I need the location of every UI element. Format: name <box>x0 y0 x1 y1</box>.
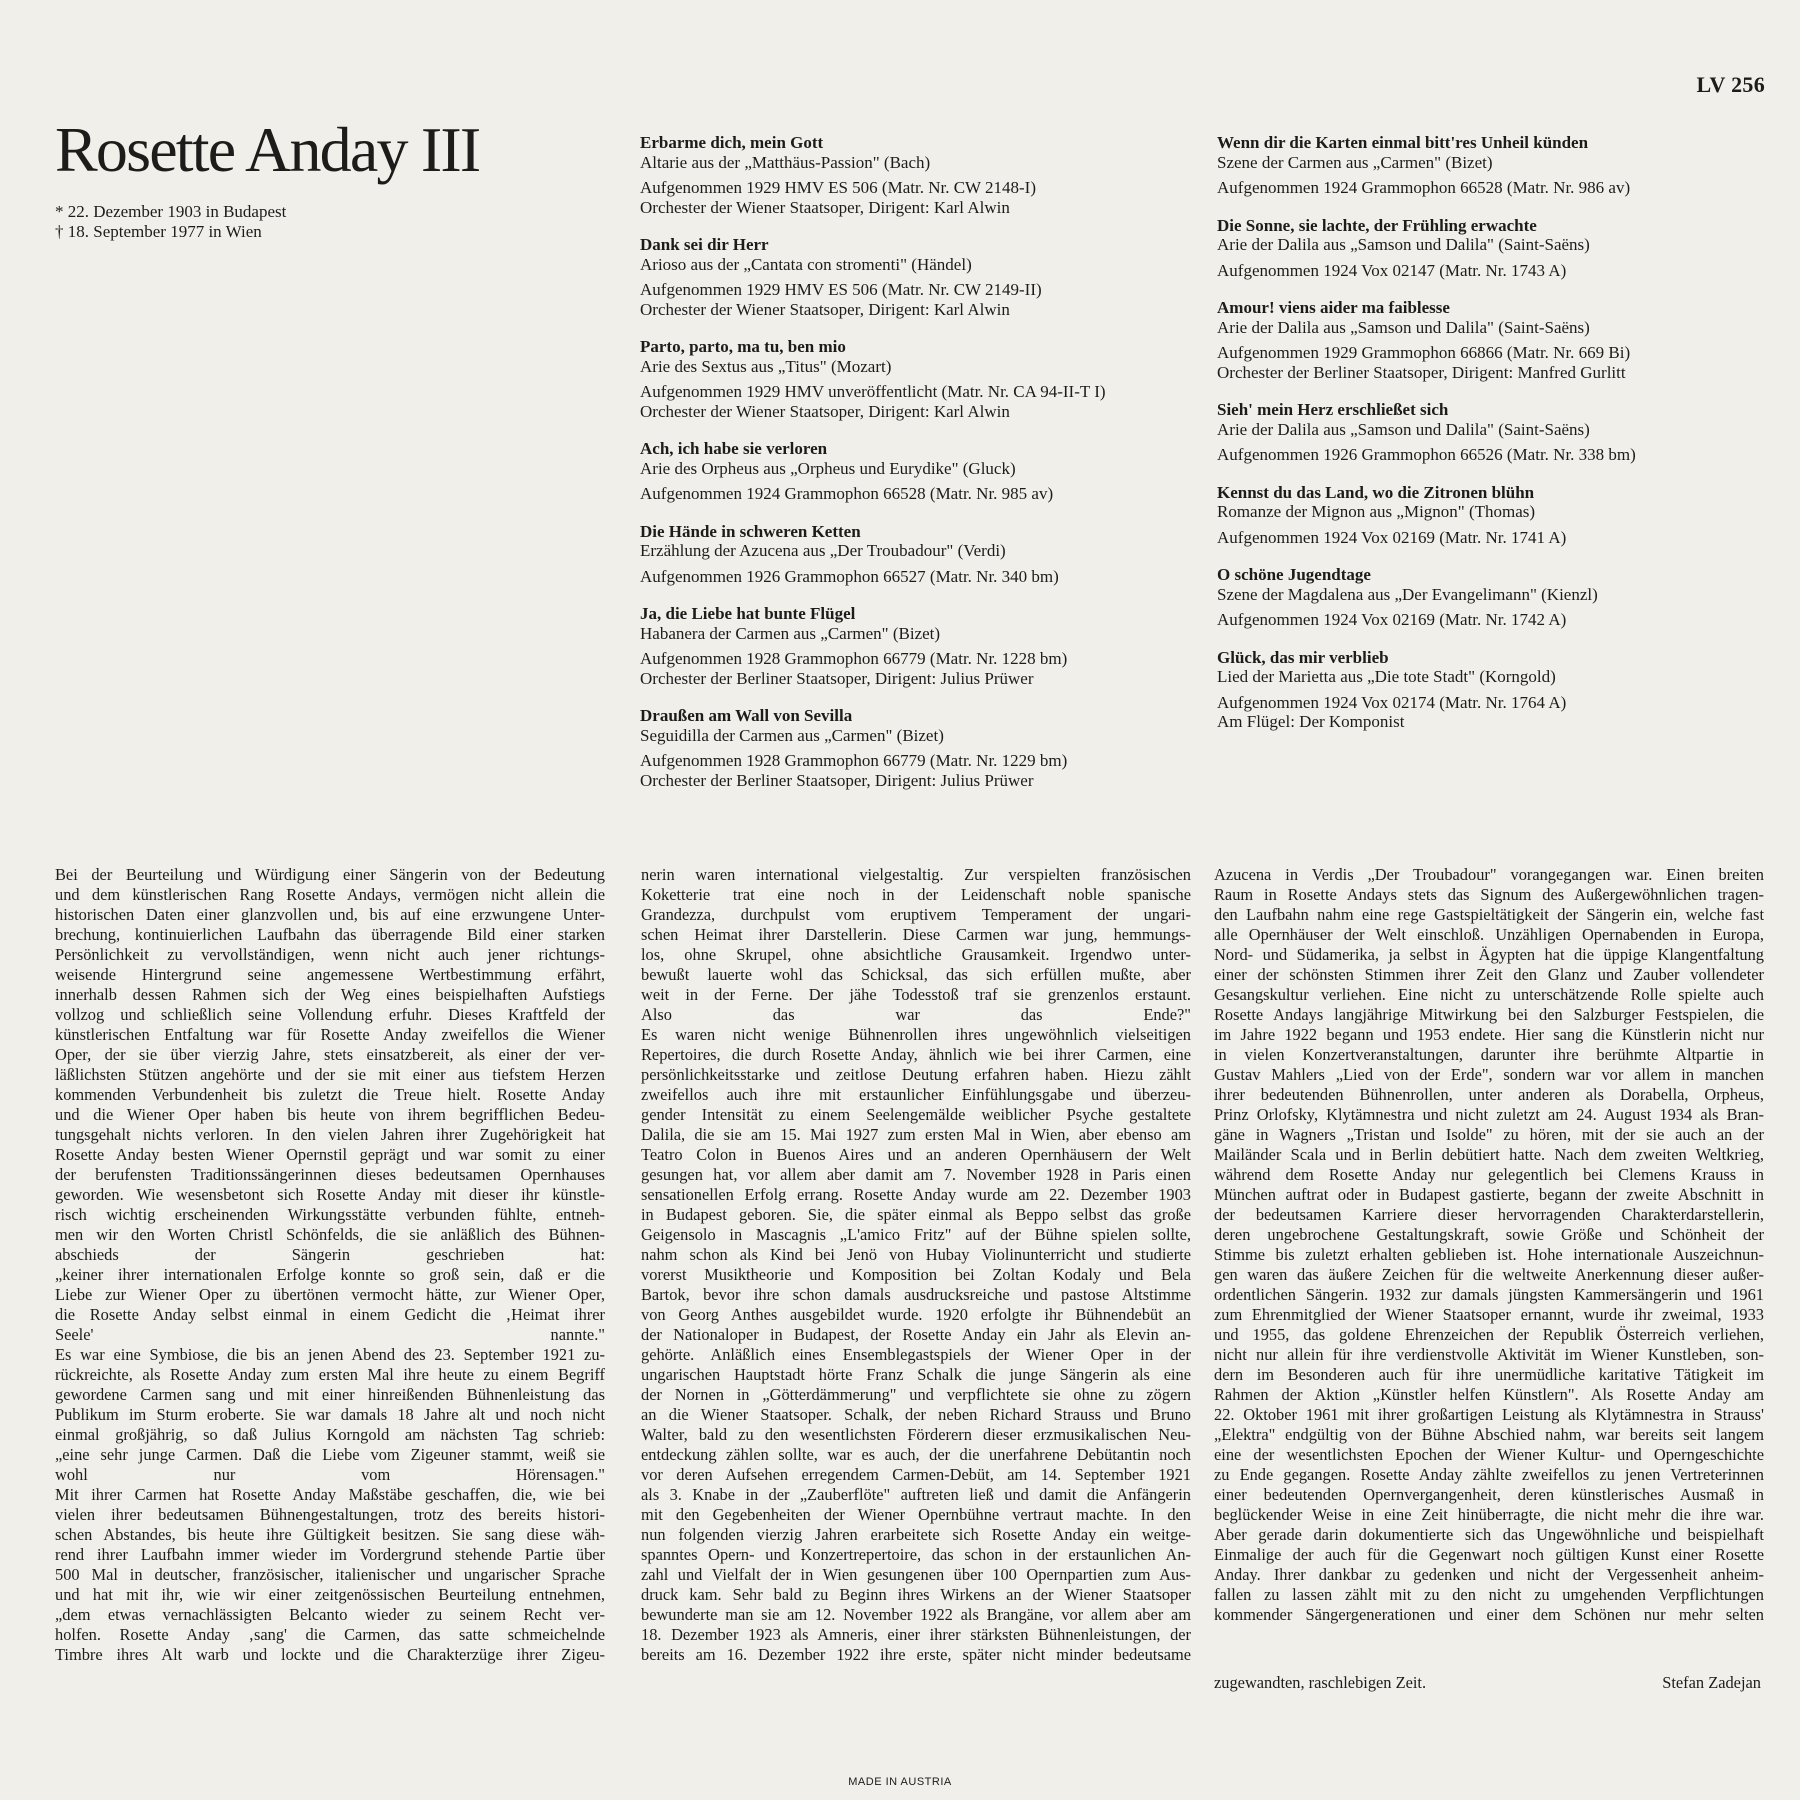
page-title: Rosette Anday III <box>55 114 480 185</box>
track-title: O schöne Jugendtage <box>1217 565 1371 584</box>
track-subtitle: Arie der Dalila aus „Samson und Dalila" (Saint-Saëns) <box>1217 317 1590 337</box>
catalog-number: LV 256 <box>1696 72 1765 97</box>
track-item <box>640 604 1180 688</box>
essay-column-2: nerin waren international vielgestaltig. Zur verspielten französischen Koketterie trat eine noch in der Leidenschaft noble spanische Grandezza, durchpulst vom eruptivem Temperament der ungari- schen Heimat ihrer Darstellerin. Diese Carmen war jung, hemmungs- los, ohne Skrupel, ohne absichtliche Grausamkeit. Irgendwo unter- bewußt lauerte wohl das Schicksal, das sich erfüllen mußte, aber weit in der Ferne. Der jähe Todesstoß traf sie grenzenlos erstaunt. Also das war das Ende?" Es waren nicht wenige Bühnenrollen ihres ungewöhnlich vielseitigen Repertoires, die durch Rosette Anday, ähnlich wie bei ihrer Carmen, eine persönlichkeitsstarke und zeitlose Deutung erfahren haben. Hiezu zählt zweifellos auch ihre mit erstaunlicher Einfühlungsgabe und überzeu- gender Intensität zu einem Seelengemälde weiblicher Psyche gestaltete Dalila, die sie am 15. Mai 1927 zum ersten Mal in Wien, aber ebenso am Teatro Colon in Buenos Aires und an anderen Opernhäusern der Welt gesungen hat, vor allem aber damit am 7. November 1928 in Paris einen sensationellen Erfolg errang. Rosette Anday wurde am 22. Dezember 1903 in Budapest geboren. Sie, die später einmal als Beppo selbst das große Geigensolo in Mascagnis „L'amico Fritz" auf der Bühne spielen sollte, nahm schon als Kind bei Jenö von Hubay Violinunterricht und studierte vorerst Musiktheorie und Komposition bei Zoltan Kodaly und Bela Bartok, bevor ihre schon damals ausdrucksreiche und pastose Altstimme von Georg Anthes ausgebildet wurde. 1920 erfolgte ihr Bühnendebüt an der Nationaloper in Budapest, der Rosette Anday ein Jahr als Elevin an- gehörte. Anläßlich eines Ensemblegastspiels der Wiener Oper in der ungarischen Hauptstadt hörte Franz Schalk die junge Sängerin als eine der Nornen in „Götterdämmerung" und verpflichtete sie ohne zu zögern an die Wiener Staatsoper. Schalk, der neben Richard Strauss und Bruno Walter, bald zu den wesentlichsten Förderern dieser erzmusikalischen Neu- entdeckung zählen sollte, war es auch, der die unerfahrene Debütantin noch vor deren Aufsehen erregendem Carmen-Debüt, am 14. September 1921 als 3. Knabe in der „Zauberflöte" auftreten ließ und damit die Anfängerin mit den Gegebenheiten der Wiener Opernbühne vertraut machte. In den nun folgenden vierzig Jahren erarbeitete sich Rosette Anday ein weitge- spanntes Opern- und Konzertrepertoire, das schon in der erstaunlichen An- zahl und Vielfalt der in Wien gesungenen über 100 Opernpartien zum Aus- druck kam. Sehr bald zu Beginn ihres Wirkens an der Wiener Staatsoper bewunderte man sie am 12. November 1922 als Brangäne, vor allem aber am 18. Dezember 1923 als Amneris, einer ihrer stärksten Bühnenleistungen, der bereits am 16. Dezember 1922 ihre erste, später nicht minder bedeutsame <box>641 865 1191 1664</box>
track-subtitle: Lied der Marietta aus „Die tote Stadt" (Korngold) <box>1217 667 1556 686</box>
track-item <box>1217 565 1777 630</box>
track-subtitle: Romanze der Mignon aus „Mignon" (Thomas) <box>1217 502 1536 521</box>
essay-author: Stefan Zadejan <box>1662 1673 1761 1692</box>
track-source: Aufgenommen 1926 Grammophon 66527 (Matr. Nr. 340 bm) <box>640 566 1059 586</box>
track-item <box>640 235 1180 319</box>
track-title: Die Hände in schweren Ketten <box>640 521 861 541</box>
track-source: Aufgenommen 1928 Grammophon 66779 (Matr. Nr. 1229 bm) <box>640 751 1068 770</box>
track-item <box>640 522 1180 587</box>
made-in-label: MADE IN AUSTRIA <box>848 1776 952 1788</box>
track-item <box>1217 648 1777 732</box>
track-title: Glück, das mir verblieb <box>1217 647 1389 667</box>
track-source: Aufgenommen 1929 HMV ES 506 (Matr. Nr. CW 2148-I) <box>640 178 1037 197</box>
title-block <box>55 114 575 242</box>
track-subtitle: Erzählung der Azucena aus „Der Troubadour" (Verdi) <box>640 541 1006 560</box>
track-item <box>1217 400 1777 465</box>
essay-closing-line: zugewandten, raschlebigen Zeit. <box>1214 1673 1427 1692</box>
track-source: Aufgenommen 1924 Grammophon 66528 (Matr. Nr. 985 av) <box>640 484 1054 503</box>
track-item <box>1217 298 1777 382</box>
track-subtitle: Seguidilla der Carmen aus „Carmen" (Bizet) <box>640 725 944 745</box>
track-performers: Orchester der Wiener Staatsoper, Dirigent: Karl Alwin <box>640 197 1010 217</box>
track-item <box>640 133 1180 217</box>
track-item <box>640 439 1180 504</box>
track-source: Aufgenommen 1924 Vox 02147 (Matr. Nr. 1743 A) <box>1217 260 1567 280</box>
track-subtitle: Arie des Sextus aus „Titus" (Mozart) <box>640 356 892 376</box>
track-item <box>1217 133 1777 198</box>
birth-date: * 22. Dezember 1903 in Budapest <box>55 202 287 221</box>
track-title: Draußen am Wall von Sevilla <box>640 706 853 725</box>
track-source: Aufgenommen 1924 Vox 02169 (Matr. Nr. 1741 A) <box>1217 527 1567 547</box>
track-title: Ja, die Liebe hat bunte Flügel <box>640 604 856 623</box>
track-title: Ach, ich habe sie verloren <box>640 439 828 458</box>
track-source: Aufgenommen 1929 HMV unveröffentlicht (Matr. Nr. CA 94-II-T I) <box>640 382 1106 401</box>
track-performers: Orchester der Wiener Staatsoper, Dirigent: Karl Alwin <box>640 299 1010 319</box>
track-source: Aufgenommen 1924 Vox 02169 (Matr. Nr. 1742 A) <box>1217 610 1567 629</box>
life-dates <box>55 202 575 242</box>
track-subtitle: Szene der Magdalena aus „Der Evangelimann" (Kienzl) <box>1217 584 1598 604</box>
track-title: Sieh' mein Herz erschließet sich <box>1217 400 1449 419</box>
track-subtitle: Arie der Dalila aus „Samson und Dalila" (Saint-Saëns) <box>1217 419 1590 439</box>
track-source: Aufgenommen 1924 Grammophon 66528 (Matr. Nr. 986 av) <box>1217 178 1631 197</box>
track-source: Aufgenommen 1929 Grammophon 66866 (Matr. Nr. 669 Bi) <box>1217 343 1631 362</box>
track-title: Kennst du das Land, wo die Zitronen blühn <box>1217 482 1535 502</box>
essay-column-1: Bei der Beurteilung und Würdigung einer Sängerin von der Bedeutung und dem künstlerischen Rang Rosette Andays, vermögen nicht allein die historischen Daten einer glanzvollen und, bis auf eine erzwungene Unter- brechung, kontinuierlichen Laufbahn das überragende Bild einer starken Persönlichkeit zu vervollständigen, wenn nicht auch jener richtungs- weisende Hintergrund seine angemessene Wertbestimmung erfährt, innerhalb dessen Rahmen sich der Weg eines beispielhaften Aufstiegs vollzog und schließlich seine Vollendung erfuhr. Dieses Kraftfeld der künstlerischen Entfaltung war für Rosette Anday zweifellos die Wiener Oper, der sie über vierzig Jahre, stets einsatzbereit, als einer der ver- läßlichsten Stützen angehörte und der sie mit einer aus tiefstem Herzen kommenden Verbundenheit bis zuletzt die Treue hielt. Rosette Anday und die Wiener Oper haben bis heute von ihrem begrifflichen Bedeu- tungsgehalt nichts verloren. In den vielen Jahren ihrer Zugehörigkeit hat Rosette Anday besten Wiener Opernstil geprägt und war somit zu einer der berufensten Traditionssängerinnen dieses bedeutsamen Opernhauses geworden. Wie wesensbetont sich Rosette Anday mit dieser ihr künstle- risch wichtig erscheinenden Wirkungsstätte verbunden fühlte, entneh- men wir den Worten Christl Schönfelds, die sie anläßlich des Bühnen- abschieds der Sängerin geschrieben hat: „keiner ihrer internationalen Erfolge konnte so groß sein, daß er die Liebe zur Wiener Oper zu übertönen vermocht hätte, zur Wiener Oper, die Rosette Anday selbst einmal in einem Gedicht die ‚Heimat ihrer Seele' nannte." Es war eine Symbiose, die bis an jenen Abend des 23. September 1921 zu- rückreichte, als Rosette Anday zum ersten Mal ihre heute zu einem Begriff gewordene Carmen sang und mit einer hinreißenden Bühnenleistung das Publikum im Sturm eroberte. Sie war damals 18 Jahre alt und noch nicht einmal großjährig, so daß Julius Korngold am nächsten Tag schrieb: „eine sehr junge Carmen. Daß die Liebe vom Zigeuner stammt, weiß sie wohl nur vom Hörensagen." Mit ihrer Carmen hat Rosette Anday Maßstäbe geschaffen, die, wie bei vielen ihrer bedeutsamen Bühnengestaltungen, trotz des bereits histori- schen Abstandes, bis heute ihre Gültigkeit besitzen. Sie sang diese wäh- rend ihrer Laufbahn immer wieder im Vordergrund stehende Partie über 500 Mal in deutscher, französischer, italienischer und ungarischer Sprache und hat mit ihr, wie wir einer zeitgenössischen Beurteilung entnehmen, „dem etwas vernachlässigten Belcanto wieder zu seinem Recht ver- holfen. Rosette Anday ‚sang' die Carmen, das satte schmeichelnde Timbre ihres Alt warb und lockte und die Charakterzüge ihrer Zigeu- <box>55 865 605 1664</box>
track-title: Die Sonne, sie lachte, der Frühling erwachte <box>1217 215 1537 235</box>
track-title: Erbarme dich, mein Gott <box>640 133 824 152</box>
death-date: † 18. September 1977 in Wien <box>55 222 262 241</box>
track-title: Dank sei dir Herr <box>640 235 769 254</box>
track-item <box>1217 483 1777 548</box>
track-title: Parto, parto, ma tu, ben mio <box>640 337 846 356</box>
track-source: Aufgenommen 1926 Grammophon 66526 (Matr. Nr. 338 bm) <box>1217 445 1636 464</box>
track-performers: Am Flügel: Der Komponist <box>1217 712 1405 731</box>
track-source: Aufgenommen 1924 Vox 02174 (Matr. Nr. 1764 A) <box>1217 692 1567 712</box>
track-subtitle: Habanera der Carmen aus „Carmen" (Bizet) <box>640 623 941 643</box>
track-source: Aufgenommen 1928 Grammophon 66779 (Matr. Nr. 1228 bm) <box>640 649 1068 668</box>
track-item <box>1217 216 1777 281</box>
essay-column-3: Azucena in Verdis „Der Troubadour" vorangegangen war. Einen breiten Raum in Rosette Andays stets das Signum des Außergewöhnlichen tragen- den Laufbahn nahm eine rege Gastspieltätigkeit der Sängerin ein, welche fast alle Opernhäuser der Welt einschloß. Unzähligen Opernabenden in Europa, Nord- und Südamerika, ja selbst in Ägypten hat die üppige Klangentfaltung einer der schönsten Stimmen ihrer Zeit den Glanz und Zauber vollendeter Gesangskultur verliehen. Eine nicht zu unterschätzende Rolle spielte auch Rosette Andays langjährige Mitwirkung bei den Salzburger Festspielen, die im Jahre 1922 begann und 1953 endete. Hier sang die Künstlerin nicht nur in vielen Konzertveranstaltungen, darunter ihre berühmte Altpartie in Gustav Mahlers „Lied von der Erde", sondern war vor allem in manchen ihrer bedeutenden Bühnenrollen, unter anderen als Dorabella, Orpheus, Prinz Orlofsky, Klytämnestra und nicht zuletzt am 24. August 1934 als Bran- gäne in Wagners „Tristan und Isolde" zu hören, mit der sie auch an der Mailänder Scala und in Berlin debütiert hatte. Nach dem zweiten Weltkrieg, während dem Rosette Anday nur gelegentlich bei Clemens Krauss in München auftrat oder in Budapest gastierte, begann der zweite Abschnitt in der bedeutsamen Karriere dieser hervorragenden Charakterdarstellerin, deren ungebrochene Gestaltungskraft, sowie Größe und Schönheit der Stimme bis zuletzt erhalten geblieben ist. Hohe internationale Auszeichnun- gen waren das äußere Zeichen für die weltweite Anerkennung dieser außer- ordentlichen Sängerin. 1932 zur damals jüngsten Kammersängerin und 1961 zum Ehrenmitglied der Wiener Staatsoper ernannt, wurde ihr zweimal, 1933 und 1955, das goldene Ehrenzeichen der Republik Österreich verliehen, nicht nur allein für ihre verdienstvolle Aktivität im Wiener Kunstleben, son- dern im Besonderen auch für ihre unermüdliche karitative Tätigkeit im Rahmen der Aktion „Künstler helfen Künstlern". Als Rosette Anday am 22. Oktober 1961 mit ihrer großartigen Leistung als Klytämnestra in Strauss' „Elektra" endgültig von der Bühne Abschied nahm, war bereits seit langem eine der wesentlichsten Epochen der Wiener Kultur- und Operngeschichte zu Ende gegangen. Rosette Anday zählte zweifellos zu jenen Vertreterinnen einer bedeutenden Opernvergangenheit, deren künstlerisches Ausmaß in beglückender Weise in eine Zeit hinüberragte, die nicht mehr die ihre war. Aber gerade darin dokumentierte sich das Ungewöhnliche und beispielhaft Einmalige der auch für die Gegenwart noch gültigen Kunst einer Rosette Anday. Ihrer dankbar zu gedenken und nicht der Vergessenheit anheim- fallen zu lassen zählt mit zu den nicht zu umgehenden Verpflichtungen kommender Sängergenerationen und einer dem Schönen nur mehr selten <box>1214 865 1764 1624</box>
track-title: Wenn dir die Karten einmal bitt'res Unheil künden <box>1217 133 1589 152</box>
track-list-middle <box>640 133 1180 808</box>
track-title: Amour! viens aider ma faiblesse <box>1217 298 1450 317</box>
track-subtitle: Arioso aus der „Cantata con stromenti" (Händel) <box>640 254 972 274</box>
track-subtitle: Szene der Carmen aus „Carmen" (Bizet) <box>1217 152 1493 172</box>
track-list-right <box>1217 133 1777 750</box>
track-source: Aufgenommen 1929 HMV ES 506 (Matr. Nr. CW 2149-II) <box>640 280 1042 299</box>
track-performers: Orchester der Wiener Staatsoper, Dirigent: Karl Alwin <box>640 401 1010 421</box>
track-performers: Orchester der Berliner Staatsoper, Dirigent: Julius Prüwer <box>640 770 1034 790</box>
track-performers: Orchester der Berliner Staatsoper, Dirigent: Julius Prüwer <box>640 668 1034 688</box>
track-performers: Orchester der Berliner Staatsoper, Dirigent: Manfred Gurlitt <box>1217 362 1626 382</box>
track-subtitle: Altarie aus der „Matthäus-Passion" (Bach) <box>640 152 931 172</box>
track-item <box>640 337 1180 421</box>
track-item <box>640 706 1180 790</box>
track-subtitle: Arie der Dalila aus „Samson und Dalila" (Saint-Saëns) <box>1217 235 1590 254</box>
track-subtitle: Arie des Orpheus aus „Orpheus und Eurydike" (Gluck) <box>640 458 1016 478</box>
